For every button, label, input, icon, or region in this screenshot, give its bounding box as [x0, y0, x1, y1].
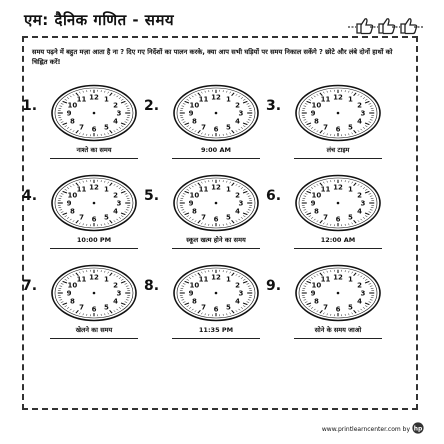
clock-numeral: 2 — [113, 101, 119, 110]
clock-numeral: 6 — [213, 215, 219, 224]
clock-numeral: 8 — [191, 207, 197, 216]
footer-credit: www.printlearncenter.com by — [321, 426, 410, 433]
clock-numeral: 2 — [235, 101, 241, 110]
clock-face[interactable] — [294, 264, 382, 322]
answer-line[interactable] — [294, 158, 382, 159]
clock-numeral: 10 — [67, 101, 78, 110]
clock-numeral: 7 — [323, 303, 328, 312]
clock-item-number: 9. — [266, 278, 282, 294]
clock-label: 11:35 PM — [198, 326, 234, 334]
clock-numeral: 4 — [357, 297, 363, 306]
clock-center-dot — [93, 292, 96, 295]
answer-line[interactable] — [294, 248, 382, 249]
clock-numeral: 3 — [116, 109, 122, 118]
clock-numeral: 4 — [113, 297, 119, 306]
clock-numeral: 5 — [226, 303, 231, 312]
clock-numeral: 8 — [69, 297, 75, 306]
clock-numeral: 9 — [66, 199, 72, 208]
clock-numeral: 1 — [226, 275, 231, 284]
clock-numeral: 6 — [91, 215, 97, 224]
clock-numeral: 2 — [235, 281, 241, 290]
clock-numeral: 6 — [335, 125, 341, 134]
clock-item — [12, 264, 140, 360]
clock-numeral: 1 — [226, 95, 231, 104]
clock-numeral: 4 — [357, 117, 363, 126]
clock-numeral: 4 — [235, 207, 241, 216]
clock-item-number: 3. — [266, 98, 282, 114]
clock-label: खेलने का समय — [75, 326, 113, 334]
clock-item — [256, 84, 384, 180]
clock-item-number: 5. — [144, 188, 160, 204]
clock-numeral: 12 — [333, 273, 343, 282]
clock-center-dot — [337, 112, 340, 115]
clock-face[interactable] — [50, 84, 138, 142]
clock-numeral: 1 — [104, 185, 109, 194]
clock-face[interactable] — [172, 174, 260, 232]
clock-face[interactable] — [172, 264, 260, 322]
clock-numeral: 10 — [189, 281, 200, 290]
clock-numeral: 5 — [104, 123, 109, 132]
clock-face[interactable] — [50, 264, 138, 322]
clock-numeral: 1 — [348, 185, 353, 194]
clock-numeral: 12 — [89, 273, 99, 282]
clock-numeral: 9 — [66, 109, 72, 118]
clock-label: सोने के समय जाओ — [314, 326, 362, 334]
clock-numeral: 5 — [348, 303, 353, 312]
clock-numeral: 12 — [211, 183, 221, 192]
clock-face[interactable] — [294, 84, 382, 142]
hp-logo-icon — [412, 422, 424, 434]
answer-line[interactable] — [50, 338, 138, 339]
clock-numeral: 8 — [191, 297, 197, 306]
clock-numeral: 11 — [320, 275, 331, 284]
clock-numeral: 2 — [357, 101, 363, 110]
clock-numeral: 4 — [235, 297, 241, 306]
answer-line[interactable] — [294, 338, 382, 339]
clock-numeral: 9 — [310, 289, 316, 298]
clock-numeral: 8 — [313, 297, 319, 306]
clock-item — [134, 84, 262, 180]
clock-numeral: 7 — [201, 303, 206, 312]
clock-numeral: 9 — [66, 289, 72, 298]
clock-numeral: 3 — [116, 289, 122, 298]
clock-numeral: 1 — [104, 95, 109, 104]
clock-face[interactable] — [294, 174, 382, 232]
clock-numeral: 9 — [188, 199, 194, 208]
clock-numeral: 12 — [211, 273, 221, 282]
clock-numeral: 10 — [311, 101, 322, 110]
answer-line[interactable] — [50, 248, 138, 249]
clock-numeral: 10 — [311, 281, 322, 290]
clock-numeral: 3 — [238, 199, 244, 208]
clock-numeral: 5 — [226, 123, 231, 132]
clock-item — [12, 174, 140, 270]
clock-numeral: 12 — [333, 183, 343, 192]
clock-numeral: 3 — [360, 289, 366, 298]
clock-numeral: 9 — [188, 109, 194, 118]
clock-numeral: 6 — [91, 305, 97, 314]
clock-numeral: 10 — [189, 101, 200, 110]
clock-center-dot — [215, 202, 218, 205]
clock-item — [134, 174, 262, 270]
clock-numeral: 11 — [76, 95, 87, 104]
clock-item-number: 6. — [266, 188, 282, 204]
clock-numeral: 5 — [104, 213, 109, 222]
clock-center-dot — [215, 112, 218, 115]
answer-line[interactable] — [172, 338, 260, 339]
clock-item — [12, 84, 140, 180]
clock-numeral: 7 — [79, 123, 84, 132]
clock-face[interactable] — [50, 174, 138, 232]
clock-numeral: 11 — [198, 185, 209, 194]
clock-numeral: 9 — [310, 199, 316, 208]
worksheet-title: एम: दैनिक गणित - समय — [24, 11, 175, 29]
clock-numeral: 2 — [113, 191, 119, 200]
clock-numeral: 7 — [323, 123, 328, 132]
clock-numeral: 7 — [79, 303, 84, 312]
clock-center-dot — [215, 292, 218, 295]
clock-center-dot — [93, 112, 96, 115]
answer-line[interactable] — [172, 158, 260, 159]
answer-line[interactable] — [50, 158, 138, 159]
clock-numeral: 3 — [360, 109, 366, 118]
clock-numeral: 11 — [76, 275, 87, 284]
clock-numeral: 4 — [113, 117, 119, 126]
clock-numeral: 10 — [189, 191, 200, 200]
clock-numeral: 11 — [320, 185, 331, 194]
clock-numeral: 8 — [313, 117, 319, 126]
clock-numeral: 11 — [320, 95, 331, 104]
clock-face[interactable] — [172, 84, 260, 142]
clock-numeral: 1 — [226, 185, 231, 194]
clock-numeral: 9 — [188, 289, 194, 298]
clock-numeral: 8 — [313, 207, 319, 216]
clock-numeral: 12 — [89, 93, 99, 102]
answer-line[interactable] — [172, 248, 260, 249]
instructions-text: समय पढ़ने में बहुत मज़ा आता है ना ? दिए गए निर्देशों का पालन करके, क्या आप सभी घड़ियों पर समय निकाल सकेंगे ? छोटे और लंबे दोनों हाथों को चिह्नित करें! — [32, 48, 393, 66]
clock-numeral: 6 — [335, 215, 341, 224]
clock-numeral: 11 — [198, 275, 209, 284]
clock-numeral: 3 — [238, 289, 244, 298]
clock-numeral: 10 — [311, 191, 322, 200]
clock-numeral: 12 — [211, 93, 221, 102]
clock-center-dot — [337, 202, 340, 205]
clock-numeral: 6 — [335, 305, 341, 314]
clock-numeral: 3 — [116, 199, 122, 208]
clock-numeral: 6 — [91, 125, 97, 134]
clock-numeral: 8 — [191, 117, 197, 126]
clock-numeral: 11 — [198, 95, 209, 104]
clock-numeral: 12 — [89, 183, 99, 192]
clock-item — [256, 174, 384, 270]
clock-numeral: 5 — [226, 213, 231, 222]
clock-numeral: 2 — [357, 281, 363, 290]
clock-numeral: 3 — [238, 109, 244, 118]
clock-label: लंच टाइम — [326, 146, 350, 154]
clock-item — [134, 264, 262, 360]
clock-label: स्कूल खत्म होने का समय — [186, 236, 246, 244]
clock-numeral: 4 — [113, 207, 119, 216]
clock-numeral: 5 — [348, 123, 353, 132]
clock-item-number: 2. — [144, 98, 160, 114]
clock-numeral: 1 — [348, 275, 353, 284]
clock-label: 10:00 PM — [76, 236, 112, 244]
clock-numeral: 7 — [79, 213, 84, 222]
clock-numeral: 6 — [213, 305, 219, 314]
clock-numeral: 2 — [113, 281, 119, 290]
clock-numeral: 10 — [67, 281, 78, 290]
clock-numeral: 7 — [201, 213, 206, 222]
clock-label: नाश्ते का समय — [76, 146, 112, 154]
clock-item-number: 1. — [22, 98, 38, 114]
clock-numeral: 10 — [67, 191, 78, 200]
clock-numeral: 8 — [69, 117, 75, 126]
clock-label: 12:00 AM — [320, 236, 356, 244]
clock-numeral: 7 — [201, 123, 206, 132]
clock-numeral: 7 — [323, 213, 328, 222]
clock-numeral: 4 — [235, 117, 241, 126]
clock-numeral: 2 — [235, 191, 241, 200]
clock-item-number: 4. — [22, 188, 38, 204]
clock-numeral: 5 — [348, 213, 353, 222]
clock-numeral: 9 — [310, 109, 316, 118]
thumbs-up-icon — [348, 14, 424, 36]
clock-numeral: 6 — [213, 125, 219, 134]
svg-text:hp: hp — [413, 425, 423, 433]
clock-numeral: 4 — [357, 207, 363, 216]
clock-item — [256, 264, 384, 360]
clock-label: 9:00 AM — [201, 146, 231, 154]
clock-numeral: 1 — [348, 95, 353, 104]
clock-numeral: 5 — [104, 303, 109, 312]
clock-numeral: 8 — [69, 207, 75, 216]
clock-numeral: 11 — [76, 185, 87, 194]
clock-center-dot — [337, 292, 340, 295]
clock-numeral: 3 — [360, 199, 366, 208]
clock-item-number: 7. — [22, 278, 38, 294]
clock-numeral: 2 — [357, 191, 363, 200]
clock-numeral: 12 — [333, 93, 343, 102]
clock-center-dot — [93, 202, 96, 205]
clock-numeral: 1 — [104, 275, 109, 284]
clock-item-number: 8. — [144, 278, 160, 294]
